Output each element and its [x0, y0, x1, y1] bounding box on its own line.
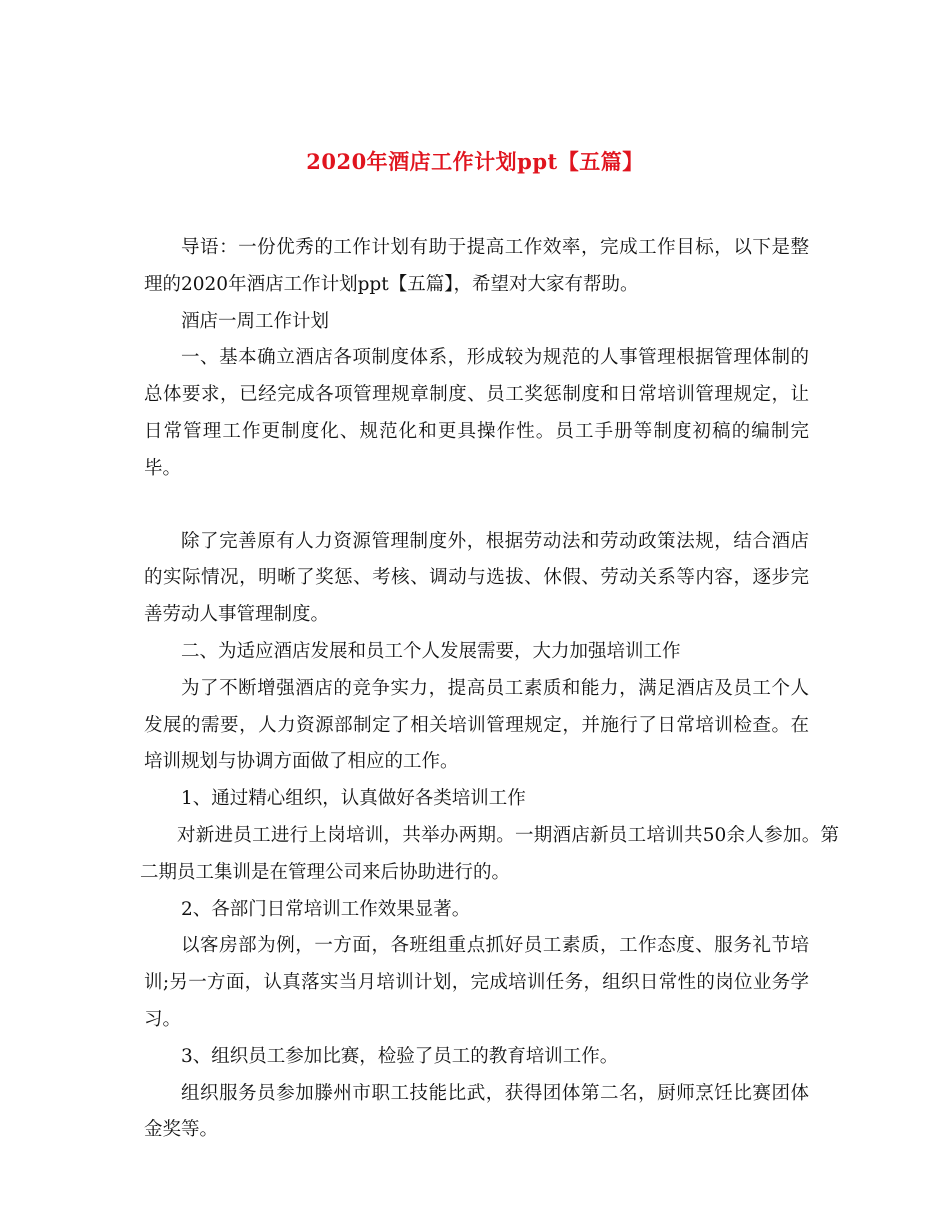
section-heading: 酒店一周工作计划: [181, 310, 330, 332]
subsection-heading: 3、组织员工参加比赛，检验了员工的教育培训工作。: [181, 1045, 619, 1067]
subsection-heading: 1、通过精心组织，认真做好各类培训工作: [181, 788, 526, 810]
subsection-heading: 2、各部门日常培训工作效果显著。: [181, 898, 471, 920]
paragraph: 为了不断增强酒店的竞争实力，提高员工素质和能力，满足酒店及员工个人发展的需要，人力资源部制定了相关培训管理规定，并施行了日常培训检查。在培训规划与协调方面做了相应的工作。: [144, 677, 809, 773]
document-body: [140, 230, 839, 1149]
paragraph: 一、基本确立酒店各项制度体系，形成较为规范的人事管理根据管理体制的总体要求，已经完成各项管理规章制度、员工奖惩制度和日常培训管理规定，让日常管理工作更制度化、规范化和更具操作性。员工手册等制度初稿的编制完毕。: [144, 347, 809, 479]
section-heading: 二、为适应酒店发展和员工个人发展需要，大力加强培训工作: [181, 640, 681, 662]
paragraph: 对新进员工进行上岗培训，共举办两期。一期酒店新员工培训共50余人参加。第二期员工集训是在管理公司来后协助进行的。: [140, 824, 839, 883]
paragraph: 组织服务员参加滕州市职工技能比武，获得团体第二名，厨师烹饪比赛团体金奖等。: [144, 1082, 809, 1141]
paragraph: 以客房部为例，一方面，各班组重点抓好员工素质，工作态度、服务礼节培训;另一方面，认真落实当月培训计划，完成培训任务，组织日常性的岗位业务学习。: [144, 935, 809, 1030]
document-title: 2020年酒店工作计划ppt【五篇】: [306, 149, 644, 174]
paragraph: 除了完善原有人力资源管理制度外，根据劳动法和劳动政策法规，结合酒店的实际情况，明晰了奖惩、考核、调动与选拔、休假、劳动关系等内容，逐步完善劳动人事管理制度。: [144, 530, 809, 626]
intro-paragraph: 导语：一份优秀的工作计划有助于提高工作效率，完成工作目标，以下是整理的2020年酒店工作计划ppt【五篇】，希望对大家有帮助。: [144, 237, 809, 295]
